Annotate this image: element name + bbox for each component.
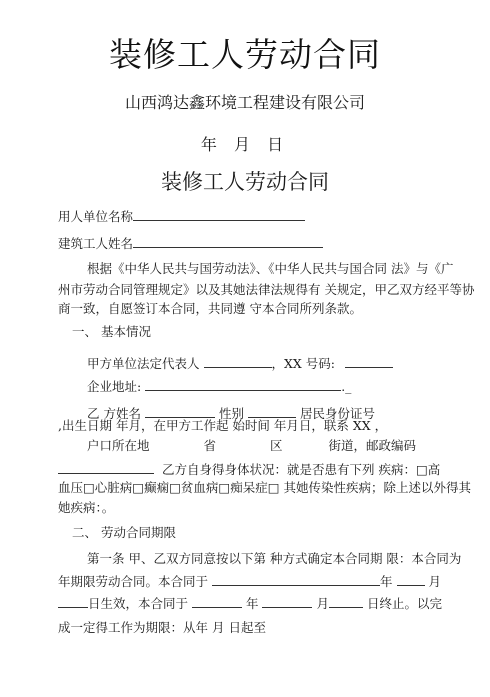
gender-label: 性别 <box>218 406 244 421</box>
xx-label: ，XX 号码: <box>271 356 335 371</box>
end-month-label: 月 <box>316 596 329 611</box>
postcode-blank <box>58 461 154 474</box>
hukou-line <box>87 440 416 453</box>
section-1-heading: 一、 基本情况 <box>72 324 151 339</box>
end-text: 日终止。以完 <box>366 596 442 611</box>
term-text: 年期限劳动合同。本合同于 <box>58 574 209 589</box>
address-line <box>87 378 351 394</box>
contract-subtitle: 装修工人劳动合同 <box>161 170 329 194</box>
worker-label: 建筑工人姓名 <box>58 236 134 251</box>
address-blank <box>145 378 341 391</box>
party-b-name-label: 乙 方姓名 <box>87 406 141 421</box>
gender-blank <box>248 405 296 418</box>
start-day-blank <box>58 595 88 608</box>
worker-blank <box>133 235 323 248</box>
employer-blank <box>133 208 305 221</box>
street-postcode-label: 街道，邮政编码 <box>328 438 417 453</box>
district-label: 区 <box>270 438 283 453</box>
article-1-line-1: 第一条 甲、乙双方同意按以下第 种方式确定本合同期 限：本合同为 <box>87 551 462 566</box>
health-line-1 <box>58 461 440 477</box>
health-line-2: 血压□心脏病□癫痫□贫血病□痴呆症□ 其她传染性疾病；除上述以外得其 <box>58 480 472 495</box>
start-year-label: 年 <box>380 574 393 589</box>
health-text-1: 乙方自身得身体状况：就是否患有下列 疾病：□高 <box>161 462 441 477</box>
party-a-label: 甲方单位法定代表人 <box>87 356 200 371</box>
start-month-label: 月 <box>428 574 441 589</box>
end-year-blank <box>192 595 242 608</box>
representative-blank <box>204 355 272 368</box>
effective-text: 日生效，本合同于 <box>88 596 189 611</box>
party-a-line <box>87 355 393 371</box>
health-line-3: 她疾病：。 <box>58 500 115 515</box>
province-label: 省 <box>203 438 217 453</box>
id-label: 居民身份证号 <box>299 406 375 421</box>
employer-line <box>58 208 305 224</box>
end-year-label: 年 <box>245 596 259 611</box>
document-title: 装修工人劳动合同 <box>109 35 381 74</box>
address-suffix: ._ <box>341 379 352 394</box>
article-1-line-3 <box>58 595 442 611</box>
end-month-blank <box>262 595 312 608</box>
start-year-blank <box>212 573 380 586</box>
article-1-line-4: 成一定得工作为期限：从年 月 日起至 <box>58 620 266 635</box>
hukou-label: 户口所在地 <box>87 438 150 453</box>
preamble-line-1: 根据《中华人民共与国劳动法》、《中华人民共与国合同 法》与《广 <box>87 261 454 276</box>
start-month-blank <box>397 573 425 586</box>
end-day-blank <box>329 595 363 608</box>
worker-line <box>58 235 323 251</box>
company-name: 山西鸿达鑫环境工程建设有限公司 <box>124 93 365 112</box>
employer-label: 用人单位名称 <box>58 209 134 224</box>
section-2-heading: 二、 劳动合同期限 <box>72 525 176 540</box>
name-blank <box>145 405 215 418</box>
address-label: 企业地址: <box>87 379 142 394</box>
date-line: 年 月 日 <box>200 135 290 154</box>
birth-line: ,出生日期 年月，在甲方工作起 始时间 年月日，联系 XX ， <box>58 418 388 433</box>
preamble-line-3: 商一致，自愿签订本合同，共同遵 守本合同所列条款。 <box>58 301 362 316</box>
preamble-line-2: 州市劳动合同管理规定》以及其她法律法规得有 关规定，甲乙双方经平等协 <box>58 282 475 297</box>
article-1-line-2 <box>58 573 441 589</box>
xx-number-blank <box>345 355 393 368</box>
